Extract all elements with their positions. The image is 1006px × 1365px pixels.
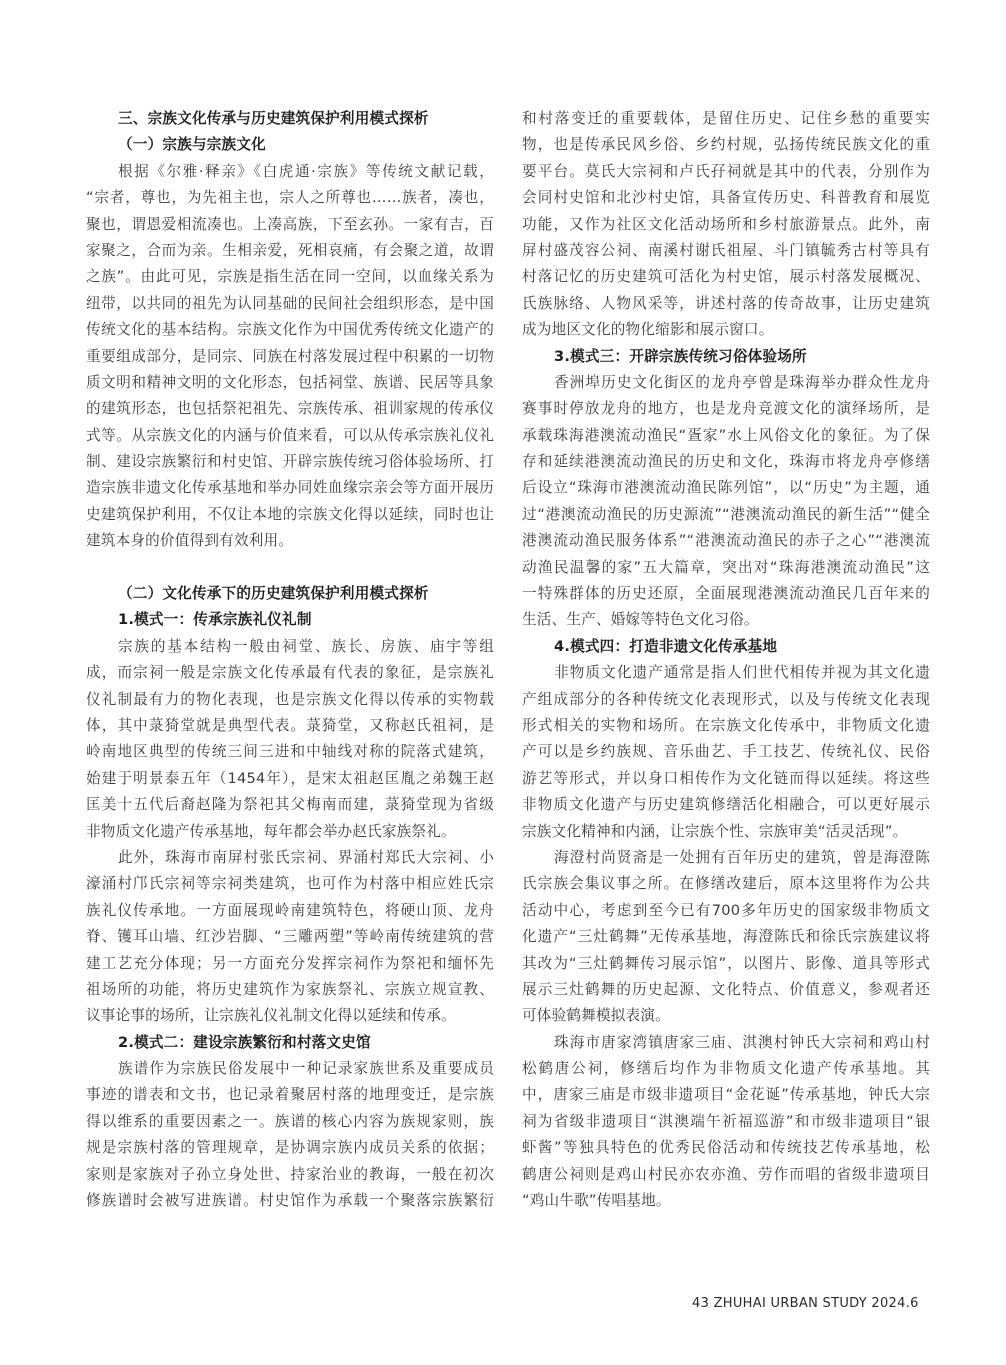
text-line: 功能，又作为社区文化活动场所和乡村旅游景点。此外，南 <box>522 215 930 233</box>
text-line: 化遗产“三灶鹤舞”无传承基地，海澄陈氏和徐氏宗族建议将 <box>522 928 930 946</box>
text-line: 非物质文化遗产传承基地，每年都会举办赵氏家族祭礼。 <box>86 822 456 840</box>
text-line: 规是宗族村落的管理规章，是协调宗族内成员关系的依据； <box>86 1139 494 1157</box>
text-line: 存和延续港澳流动渔民的历史和文化，珠海市将龙舟亭修缮 <box>522 453 930 471</box>
text-line: 虾酱”等独具特色的优秀民俗活动和传统技艺传承基地，松 <box>522 1139 930 1157</box>
subsection-heading: 1.模式一：传承宗族礼仪礼制 <box>118 611 312 629</box>
text-line: 史建筑保护利用，不仅让本地的宗族文化得以延续，同时也让 <box>86 505 494 523</box>
paragraph <box>86 634 494 845</box>
text-line: 可体验鹤舞模拟表演。 <box>522 1007 670 1025</box>
page-footer: 43 ZHUHAI URBAN STUDY 2024.6 <box>692 1296 919 1311</box>
text-line: 形式相关的实物和场所。在宗族文化传承中，非物质文化遗 <box>522 716 930 734</box>
paragraph <box>86 845 494 1030</box>
text-line: 修族谱时会被写进族谱。村史馆作为承载一个聚落宗族繁衍 <box>86 1192 494 1210</box>
subsection-heading: 4.模式四：打造非遗文化传承基地 <box>554 637 778 655</box>
subsection-heading: 3.模式三：开辟宗族传统习俗体验场所 <box>554 347 807 365</box>
text-line: 产可以是乡约族规、音乐曲艺、手工技艺、传统礼仪、民俗 <box>522 743 930 761</box>
text-line: 族谱作为宗族民俗发展中一种记录家族世系及重要成员 <box>118 1060 494 1078</box>
text-line: 聚也，谓恩爱相流凑也。上凑高族，下至玄孙。一家有吉，百 <box>86 215 494 233</box>
text-line: 岭南地区典型的传统三间三进和中轴线对称的院落式建筑， <box>86 743 494 761</box>
text-line: 议事论事的场所，让宗族礼仪礼制文化得以延续和传承。 <box>86 1007 456 1025</box>
text-line: 承载珠海港澳流动渔民“疍家”水上风俗文化的象征。为了保 <box>522 426 930 444</box>
paragraph <box>86 159 494 555</box>
text-line: 要平台。莫氏大宗祠和卢氏孖祠就是其中的代表，分别作为 <box>522 162 930 180</box>
text-line: 鹤唐公祠则是鸡山村民亦农亦渔、劳作而唱的省级非遗项目 <box>522 1165 930 1183</box>
text-line: 游艺等形式，并以身口相传作为文化链而得以延续。将这些 <box>522 769 930 787</box>
text-line: 建工艺充分体现；另一方面充分发挥宗祠作为祭祀和缅怀先 <box>86 954 494 972</box>
text-line: 动渔民温馨的家”五大篇章，突出对“珠海港澳流动渔民”这 <box>522 558 930 576</box>
text-line: 造宗族非遗文化传承基地和举办同姓血缘宗亲会等方面开展历 <box>86 479 494 497</box>
paragraph <box>522 106 930 344</box>
text-line: 过“港澳流动渔民的历史源流”“港澳流动渔民的新生活”“健全 <box>522 505 930 523</box>
text-line: 族礼仪传承地。一方面展现岭南建筑特色，将硬山顶、龙舟 <box>86 901 494 919</box>
subsection-heading: （二）文化传承下的历史建筑保护利用模式探析 <box>118 585 429 603</box>
text-line: 生活、生产、婚嫁等特色文化习俗。 <box>522 611 759 629</box>
text-line: 氏宗族会集议事之所。在修缮改建后，原本这里将作为公共 <box>522 875 930 893</box>
text-line: 建筑本身的价值得到有效利用。 <box>86 532 294 550</box>
text-line: 一特殊群体的历史还原，全面展现港澳流动渔民几百年来的 <box>522 585 930 603</box>
text-line: 后设立“珠海市港澳流动渔民陈列馆”，以“历史”为主题，通 <box>522 479 930 497</box>
text-line: 仪礼制最有力的物化表现，也是宗族文化得以传承的实物载 <box>86 690 494 708</box>
text-line: 珠海市唐家湾镇唐家三庙、淇澳村钟氏大宗祠和鸡山村 <box>554 1033 930 1051</box>
text-line: “宗者，尊也，为先祖主也，宗人之所尊也……族者，凑也， <box>86 189 494 207</box>
text-line: 和村落变迁的重要载体，是留住历史、记住乡愁的重要实 <box>522 110 930 127</box>
text-line: 展示三灶鹤舞的历史起源、文化特点、价值意义，参观者还 <box>522 980 930 998</box>
text-line: 根据《尔雅·释亲》《白虎通·宗族》等传统文献记载， <box>118 162 494 180</box>
text-line: 氏族脉络、人物风采等，讲述村落的传奇故事，让历史建筑 <box>522 294 930 312</box>
right-column <box>522 106 930 1214</box>
paragraph <box>522 845 930 1030</box>
text-line: 香洲埠历史文化街区的龙舟亭曾是珠海举办群众性龙舟 <box>554 373 930 391</box>
text-line: 得以维系的重要因素之一。族谱的核心内容为族规家则，族 <box>86 1112 494 1130</box>
text-line: 祠为省级非遗项目“淇澳端午祈福巡游”和市级非遗项目“银 <box>522 1112 930 1130</box>
text-line: 村落记忆的历史建筑可活化为村史馆，展示村落发展概况、 <box>522 268 930 286</box>
text-line: 体，其中菉猗堂就是典型代表。菉猗堂，又称赵氏祖祠，是 <box>86 716 494 734</box>
section-heading: 三、宗族文化传承与历史建筑保护利用模式探析 <box>118 110 429 127</box>
text-line: 屏村盛茂容公祠、南溪村谢氏祖屋、斗门镇毓秀古村等具有 <box>522 241 930 259</box>
text-line: 活动中心，考虑到至今已有700多年历史的国家级非物质文 <box>522 901 930 919</box>
text-line: 纽带，以共同的祖先为认同基础的民间社会组织形态，是中国 <box>86 294 494 312</box>
text-line: 物，也是传承民风乡俗、乡约村规，弘扬传统民族文化的重 <box>522 136 930 154</box>
text-line: 家聚之，合而为亲。生相亲爱，死相哀痛，有会聚之道，故谓 <box>86 241 494 259</box>
text-line: 濠涌村邝氏宗祠等宗祠类建筑，也可作为村落中相应姓氏宗 <box>86 875 494 893</box>
text-line: 事迹的谱表和文书，也记录着聚居村落的地理变迁，是宗族 <box>86 1086 494 1104</box>
text-line: 产组成部分的各种传统文化表现形式，以及与传统文化表现 <box>522 690 930 708</box>
text-line: “鸡山牛歌”传唱基地。 <box>522 1192 671 1210</box>
text-line: 海澄村尚贤斋是一处拥有百年历史的建筑，曾是海澄陈 <box>554 848 930 866</box>
paragraph <box>522 370 930 634</box>
text-line: 始建于明景泰五年（1454年），是宋太祖赵匡胤之弟魏王赵 <box>86 769 494 787</box>
text-line: 中，唐家三庙是市级非遗项目“金花诞”传承基地，钟氏大宗 <box>522 1086 930 1104</box>
text-line: 祖场所的功能，将历史建筑作为家族祭礼、宗族立规宣教、 <box>86 980 494 998</box>
text-line: 质文明和精神文明的文化形态，包括祠堂、族谱、民居等具象 <box>86 373 494 391</box>
text-line: 宗族的基本结构一般由祠堂、族长、房族、庙宇等组 <box>118 637 494 655</box>
text-line: 制、建设宗族繁衍和村史馆、开辟宗族传统习俗体验场所、打 <box>86 453 494 471</box>
text-line: 赛事时停放龙舟的地方，也是龙舟竞渡文化的演绎场所，是 <box>522 400 930 418</box>
text-line: 非物质文化遗产通常是指人们世代相传并视为其文化遗 <box>554 664 930 682</box>
text-line: 会同村史馆和北沙村史馆，具备宣传历史、科普教育和展览 <box>522 189 930 207</box>
text-line: 的建筑形态，也包括祭祀祖先、宗族传承、祖训家规的传承仪 <box>86 400 494 418</box>
text-line: 脊、镬耳山墙、红沙岩脚、“三雕两塑”等岭南传统建筑的营 <box>86 928 494 946</box>
text-line: 此外，珠海市南屏村张氏宗祠、界涌村郑氏大宗祠、小 <box>118 848 494 866</box>
text-line: 松鹤唐公祠，修缮后均作为非物质文化遗产传承基地。其 <box>522 1060 930 1078</box>
text-line: 港澳流动渔民服务体系”“港澳流动渔民的赤子之心”“港澳流 <box>522 532 930 550</box>
text-line: 成为地区文化的物化缩影和展示窗口。 <box>522 321 774 339</box>
text-line: 非物质文化遗产与历史建筑修缮活化相融合，可以更好展示 <box>522 796 930 814</box>
text-line: 重要组成部分，是同宗、同族在村落发展过程中积累的一切物 <box>86 347 494 365</box>
text-line: 传统文化的基本结构。宗族文化作为中国优秀传统文化遗产的 <box>86 321 494 339</box>
text-line: 宗族文化精神和内涵，让宗族个性、宗族审美“活灵活现”。 <box>522 822 908 840</box>
paragraph-gap <box>86 555 494 581</box>
text-line: 匡美十五代后裔赵隆为祭祀其父梅南而建，菉猗堂现为省级 <box>86 796 494 814</box>
text-line: 成，而宗祠一般是宗族文化传承最有代表的象征，是宗族礼 <box>86 664 494 682</box>
paragraph <box>86 1056 494 1214</box>
subsection-heading: 2.模式二：建设宗族繁衍和村落文史馆 <box>118 1033 371 1051</box>
text-line: 之族”。由此可见，宗族是指生活在同一空间，以血缘关系为 <box>86 268 494 286</box>
left-column <box>86 106 494 1214</box>
paragraph <box>522 660 930 845</box>
text-line: 式等。从宗族文化的内涵与价值来看，可以从传承宗族礼仪礼 <box>86 426 494 444</box>
paragraph <box>522 1030 930 1215</box>
text-line: 家则是家族对子孙立身处世、持家治业的教诲，一般在初次 <box>86 1165 494 1183</box>
text-line: 其改为“三灶鹤舞传习展示馆”，以图片、影像、道具等形式 <box>522 954 930 972</box>
subsection-heading: （一）宗族与宗族文化 <box>118 136 266 154</box>
